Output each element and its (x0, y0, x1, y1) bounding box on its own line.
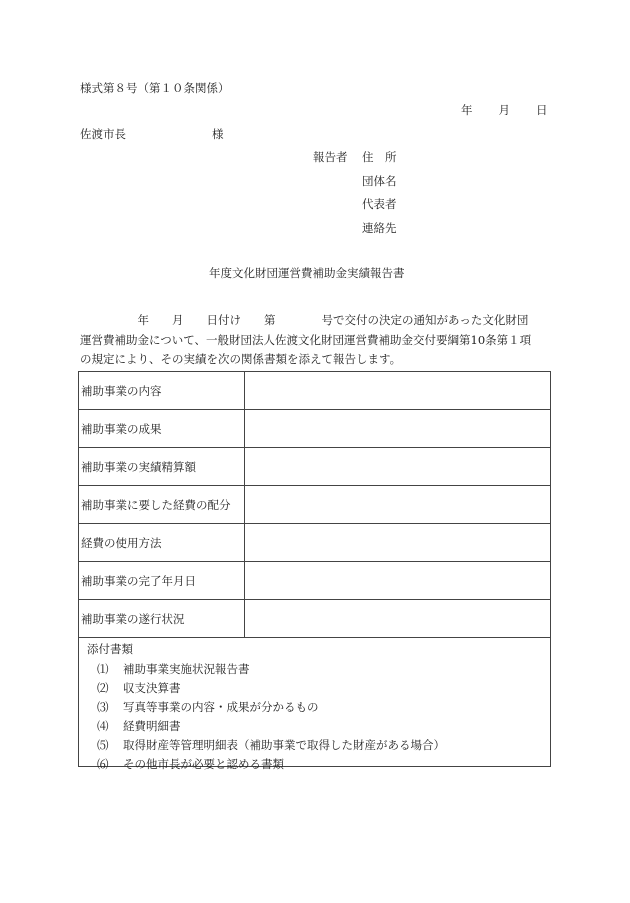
table-row (79, 562, 551, 600)
report-body (80, 311, 550, 370)
item-number: ⑹ (97, 757, 109, 771)
row-label: 補助事業の内容 (79, 372, 245, 410)
reporter-field-representative: 代表者 (362, 197, 397, 211)
body-line-1: 年 月 日付け 第 号で交付の決定の通知があった文化財団 (80, 313, 529, 327)
addressee-name: 佐渡市長 (80, 127, 126, 141)
row-value[interactable] (245, 524, 551, 562)
table-row (79, 486, 551, 524)
row-value[interactable] (245, 600, 551, 638)
table-row (79, 524, 551, 562)
row-label: 補助事業の完了年月日 (79, 562, 245, 600)
list-item (97, 679, 445, 698)
item-number: ⑴ (97, 662, 109, 676)
list-item (97, 736, 445, 755)
reporter-field-address: 住 所 (362, 150, 397, 164)
list-item (97, 755, 445, 774)
table-row (79, 410, 551, 448)
item-number: ⑷ (97, 719, 109, 733)
table-row (79, 372, 551, 410)
row-value[interactable] (245, 448, 551, 486)
date-year: 年 (461, 103, 473, 117)
list-item (97, 660, 445, 679)
table-row (79, 600, 551, 638)
report-date (461, 103, 548, 117)
row-value[interactable] (245, 486, 551, 524)
item-text: その他市長が必要と認める書類 (123, 757, 284, 771)
item-number: ⑵ (97, 681, 109, 695)
list-item (97, 717, 445, 736)
body-line-3: の規定により、その実績を次の関係書類を添えて報告します。 (80, 352, 402, 366)
row-label: 補助事業の成果 (79, 410, 245, 448)
reporter-label: 報告者 (313, 150, 348, 164)
row-value[interactable] (245, 410, 551, 448)
list-item (97, 698, 445, 717)
row-label: 補助事業に要した経費の配分 (79, 486, 245, 524)
reporter-field-organization: 団体名 (362, 174, 397, 188)
addressee-honorific: 様 (212, 127, 224, 141)
report-table (78, 371, 551, 638)
attachments-list (97, 660, 445, 774)
item-text: 経費明細書 (123, 719, 181, 733)
attachments-heading: 添付書類 (87, 642, 133, 656)
row-value[interactable] (245, 372, 551, 410)
item-text: 写真等事業の内容・成果が分かるもの (123, 700, 319, 714)
addressee (80, 127, 224, 141)
item-text: 収支決算書 (123, 681, 181, 695)
attachments-section (78, 636, 551, 771)
table-row (79, 448, 551, 486)
item-number: ⑸ (97, 738, 109, 752)
reporter-field-contact: 連絡先 (362, 221, 397, 235)
row-label: 経費の使用方法 (79, 524, 245, 562)
body-line-2: 運営費補助金について、一般財団法人佐渡文化財団運営費補助金交付要綱第10条第１項 (80, 332, 532, 347)
row-label: 補助事業の遂行状況 (79, 600, 245, 638)
item-text: 取得財産等管理明細表（補助事業で取得した財産がある場合） (123, 738, 445, 752)
row-label: 補助事業の実績精算額 (79, 448, 245, 486)
item-text: 補助事業実施状況報告書 (123, 662, 250, 676)
form-number: 様式第８号（第１０条関係） (80, 81, 230, 95)
date-month: 月 (498, 103, 510, 117)
item-number: ⑶ (97, 700, 109, 714)
row-value[interactable] (245, 562, 551, 600)
date-day: 日 (536, 103, 548, 117)
page-title: 年度文化財団運営費補助金実績報告書 (209, 266, 405, 280)
